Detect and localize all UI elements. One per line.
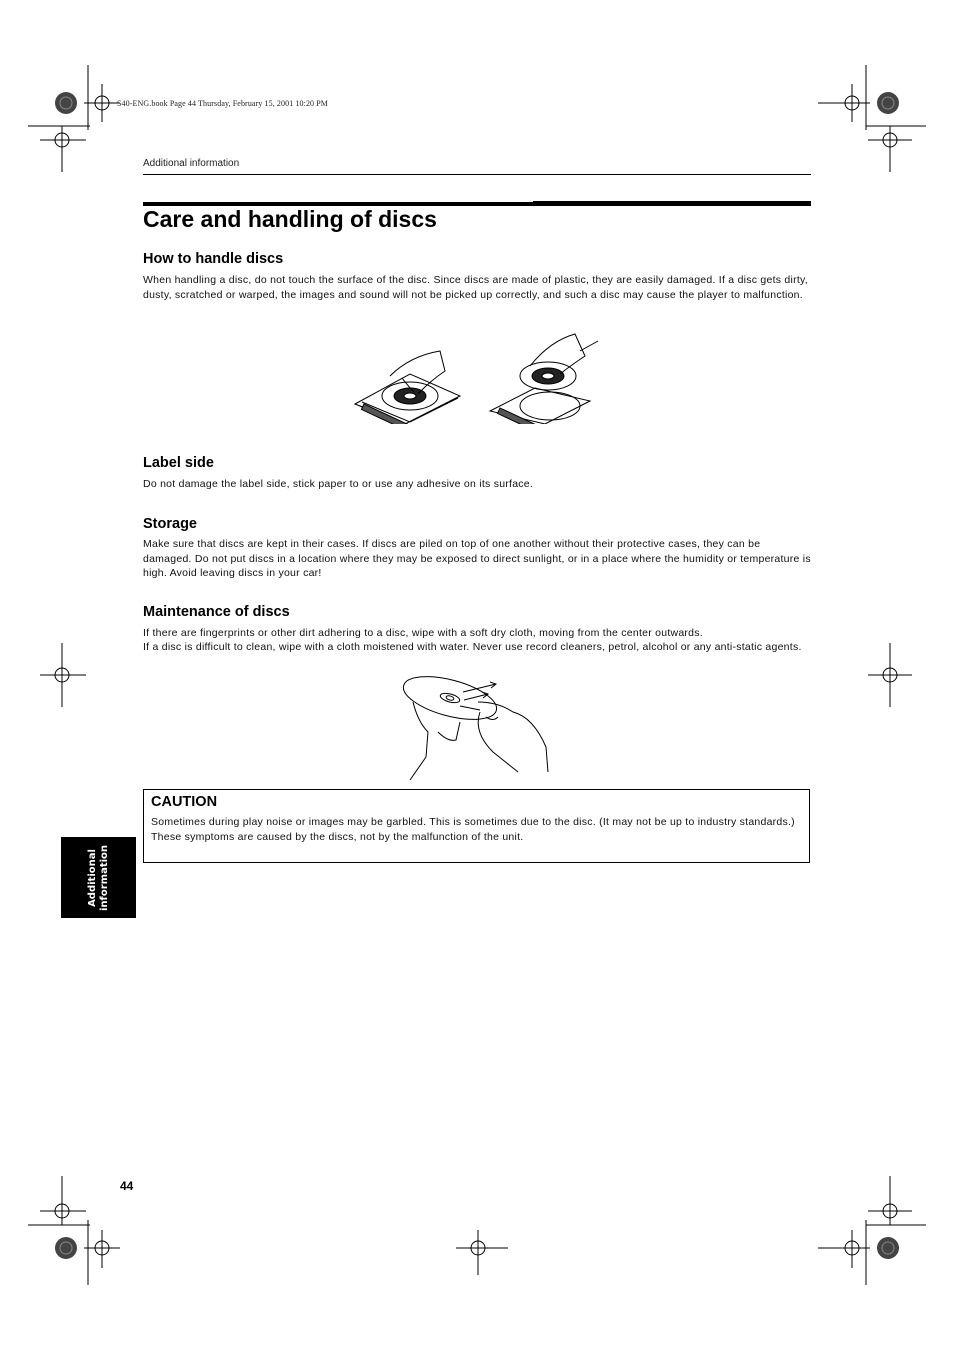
heading-how-to-handle: How to handle discs bbox=[143, 251, 284, 267]
paragraph-maintenance-1: If there are fingerprints or other dirt adhering to a disc, wipe with a soft dry cloth, moving from the center outwards. bbox=[143, 627, 703, 639]
page-title: Care and handling of discs bbox=[143, 206, 437, 232]
paragraph-maintenance-2: If a disc is difficult to clean, wipe with a cloth moistened with water. Never use record cleaners, petrol, alcohol or any anti-static agents. bbox=[143, 641, 802, 653]
section-label: Additional information bbox=[143, 158, 240, 169]
paragraph-storage: Make sure that discs are kept in their cases. If discs are piled on top of one another without their protective cases, they can be damaged. Do not put discs in a location where they may be exposed to direct sunlight, or in a place where the humidity or temperature is high. Avoid leaving discs in your car! bbox=[143, 538, 811, 579]
caution-line-2: These symptoms are caused by the discs, not by the malfunction of the unit. bbox=[151, 830, 524, 843]
side-tab-line-1: Additional bbox=[86, 848, 98, 907]
side-tab-line-2: information bbox=[98, 844, 110, 911]
heading-storage: Storage bbox=[143, 516, 197, 532]
section-side-tab bbox=[61, 837, 136, 918]
caution-title: CAUTION bbox=[151, 794, 218, 810]
heading-maintenance: Maintenance of discs bbox=[143, 604, 290, 620]
side-tab-text bbox=[87, 844, 111, 910]
caution-line-1: Sometimes during play noise or images may be garbled. This is sometimes due to the disc. (It may not be up to industry standards.) bbox=[151, 816, 795, 828]
page-number: 44 bbox=[120, 1179, 134, 1193]
disc-handling-illustration bbox=[350, 326, 610, 424]
caution-text bbox=[151, 815, 801, 844]
caution-box bbox=[143, 789, 810, 863]
heading-label-side: Label side bbox=[143, 455, 214, 471]
disc-cleaning-illustration bbox=[398, 672, 553, 782]
header-rule bbox=[143, 174, 811, 175]
book-file-line: S40-ENG.book Page 44 Thursday, February 15, 2001 10:20 PM bbox=[117, 99, 329, 108]
paragraph-label-side: Do not damage the label side, stick paper to or use any adhesive on its surface. bbox=[143, 478, 534, 490]
paragraph-how-to-handle: When handling a disc, do not touch the surface of the disc. Since discs are made of plastic, they are easily damaged. If a disc gets dirty, dusty, scratched or warped, the images and sound will not be picked up correctly, and such a disc may cause the player to malfunction. bbox=[143, 274, 808, 301]
